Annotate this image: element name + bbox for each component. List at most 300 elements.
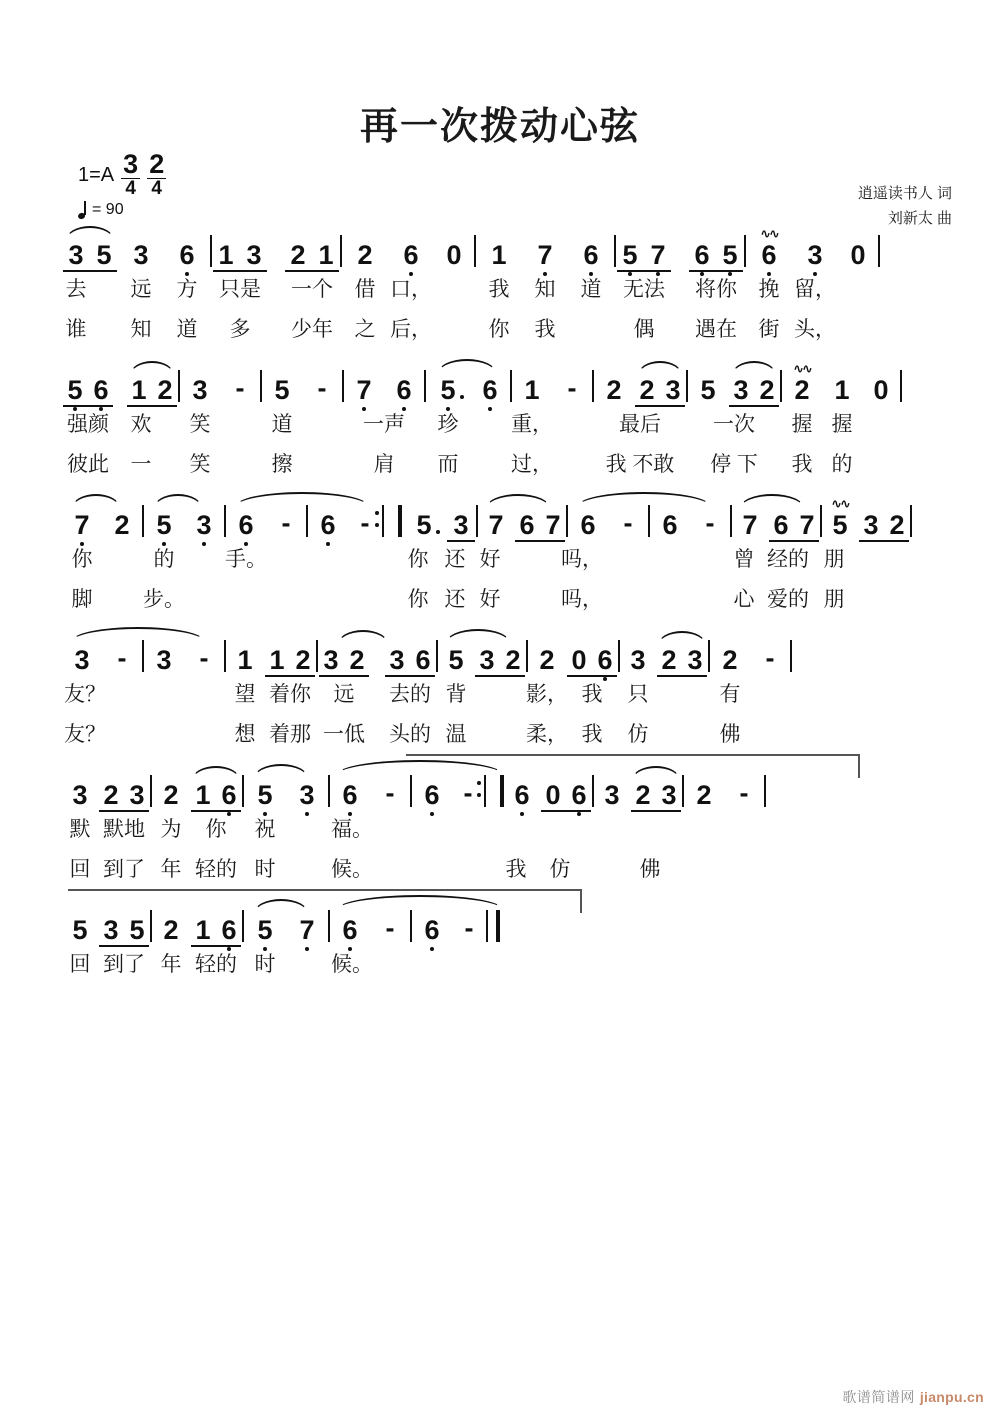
note: 3 [72, 780, 88, 810]
lyric-syllable: 轻的 [195, 858, 237, 881]
note: 3 [863, 510, 879, 540]
note: 6 [514, 782, 529, 818]
lyric-syllable: 后， [390, 318, 432, 341]
note: 1 [237, 645, 253, 675]
beam-group [768, 502, 820, 548]
note: 3 [630, 645, 646, 675]
site-watermark [842, 1387, 984, 1407]
repeat-end-barline [382, 505, 402, 537]
note: 3 [246, 240, 262, 270]
tempo-marking [78, 201, 166, 219]
note: 6 [342, 917, 357, 953]
note: 3 [133, 240, 149, 270]
note: 7 [742, 510, 758, 540]
note: 6 [320, 512, 335, 548]
lyric-syllable: 有 [719, 683, 741, 706]
barline [878, 235, 880, 267]
final-barline [486, 910, 500, 942]
lyric-syllable: 的 [831, 453, 853, 476]
note: 6 [692, 242, 711, 278]
note: 5 [129, 915, 145, 945]
rest: 0 [446, 240, 462, 270]
note: 6 [219, 917, 238, 953]
score-line-1 [0, 226, 1000, 367]
lyrics-verse-2 [62, 858, 938, 898]
note: 3 [661, 780, 677, 810]
beam-group [634, 367, 686, 413]
note: 3 [192, 375, 208, 405]
lyric-syllable: 吗， [561, 588, 603, 611]
note: 5 [274, 375, 290, 405]
note-row-3 [62, 496, 938, 548]
meter-denominator: 4 [125, 178, 136, 200]
lyrics-block-1 [62, 278, 938, 358]
note: 2 [505, 645, 521, 675]
lyric-syllable: 你 [488, 318, 510, 341]
lyric-syllable: 着你 [269, 683, 311, 706]
beam-group [688, 232, 744, 278]
lyric-syllable: 谁 [65, 318, 87, 341]
score-line-6 [0, 907, 1000, 1037]
note: 6 [91, 377, 110, 413]
lyric-syllable: 握 [831, 413, 853, 436]
lyric-syllable: 街 [758, 318, 780, 341]
lyric-syllable: 重， [511, 413, 553, 436]
note: 6 [595, 647, 614, 683]
meter-denominator: 4 [151, 178, 162, 200]
sustain-dash: - [567, 373, 577, 403]
lyric-syllable: 珍 [437, 413, 459, 436]
lyric-syllable: 头， [794, 318, 836, 341]
note: 6 [219, 782, 238, 818]
lyric-syllable: 留， [794, 278, 836, 301]
score-line-4 [0, 637, 1000, 772]
lyric-syllable: 头的 [389, 723, 431, 746]
note: 1 [218, 240, 234, 270]
note: 3 [68, 240, 84, 270]
note: 6 [342, 782, 357, 818]
lyric-syllable: 想 [234, 723, 256, 746]
rest: 0 [850, 240, 866, 270]
beam-group [98, 907, 150, 953]
watermark-cn: 歌谱简谱网 [842, 1389, 915, 1405]
barline [790, 640, 792, 672]
lyric-syllable: 只 [627, 683, 649, 706]
note: 3 [687, 645, 703, 675]
note: 5 [72, 915, 88, 945]
note: 3 [323, 645, 339, 675]
key-label: 1=A [78, 163, 115, 186]
note: 6 [396, 377, 411, 413]
score-line-3 [0, 496, 1000, 637]
lyric-syllable: 好 [479, 588, 501, 611]
sustain-dash: - [623, 508, 633, 538]
lyric-syllable: 你 [407, 588, 429, 611]
mordent-icon: ∿∿ [831, 496, 849, 511]
lyric-syllable: 只是 [219, 278, 261, 301]
lyric-syllable: 年 [160, 953, 182, 976]
sustain-dash: - [199, 643, 209, 673]
lyric-syllable: 还 [444, 548, 466, 571]
note: 7 [799, 510, 815, 540]
note: 6 [519, 510, 535, 540]
lyric-syllable: 停 下 [710, 453, 758, 476]
note: 5 [620, 242, 639, 278]
note: 3 [299, 782, 314, 818]
note: 5 ∿∿ [831, 496, 849, 540]
quarter-note-icon [78, 202, 90, 218]
lyrics-verse-1 [62, 548, 938, 588]
lyric-syllable: 握 [791, 413, 813, 436]
lyric-syllable: 口， [390, 278, 432, 301]
note: 5 [96, 240, 112, 270]
lyric-syllable: 候。 [331, 953, 373, 976]
note: 7 [299, 917, 314, 953]
beam-group [212, 232, 268, 278]
lyric-syllable: 一个 [291, 278, 333, 301]
beam-group [126, 367, 178, 413]
note: 2 [606, 375, 622, 405]
note: 6 [580, 510, 596, 540]
note-row-1 [62, 226, 938, 278]
lyric-syllable: 我 [791, 453, 813, 476]
note-row-6 [62, 907, 938, 953]
note: 6 [569, 782, 588, 818]
lyric-syllable: 年 [160, 858, 182, 881]
lyric-syllable: 少年 [291, 318, 333, 341]
lyric-syllable: 我 [534, 318, 556, 341]
beam-group [190, 907, 242, 953]
lyric-syllable: 偶 [633, 318, 655, 341]
lyrics-verse-1 [62, 278, 938, 318]
lyric-syllable: 笑 [189, 453, 211, 476]
credits-block [858, 182, 952, 232]
lyric-syllable: 而 [437, 453, 459, 476]
lyric-syllable: 脚 [71, 588, 93, 611]
music-score [0, 226, 1000, 1037]
sustain-dash: - [281, 508, 291, 538]
beam-group [474, 637, 526, 683]
beam-group [264, 637, 316, 683]
note: 5 [257, 917, 272, 953]
lyric-syllable: 背 [445, 683, 467, 706]
lyric-syllable: 吗， [561, 548, 603, 571]
watermark-en: jianpu.cn [919, 1389, 984, 1405]
lyric-syllable: 心 [733, 588, 755, 611]
note: 7 [545, 510, 561, 540]
note: 5 [156, 512, 171, 548]
beam-group [98, 772, 150, 818]
note: 5 [440, 377, 455, 413]
lyric-syllable: 道 [580, 278, 602, 301]
note: 6 ∿∿ [761, 242, 776, 278]
lyric-syllable: 我 [505, 858, 527, 881]
lyric-syllable: 默 [69, 818, 91, 841]
note: 6 [403, 242, 418, 278]
note: 2 [163, 915, 179, 945]
lyric-syllable: 一低 [323, 723, 365, 746]
note: 2 ∿∿ [793, 361, 811, 405]
lyrics-verse-1 [62, 683, 938, 723]
beam-group [616, 232, 672, 278]
note: 2 [103, 780, 119, 810]
sustain-dash: - [463, 778, 473, 808]
rest: 0 [545, 780, 561, 810]
lyric-syllable: 你 [407, 548, 429, 571]
lyric-syllable: 挽 [758, 278, 780, 301]
lyric-syllable: 遇在 [695, 318, 737, 341]
lyric-syllable: 到了 [103, 953, 145, 976]
note: 7 [537, 242, 552, 278]
beam-group [728, 367, 780, 413]
beam-group [190, 772, 242, 818]
note: 2 [635, 780, 651, 810]
beam-group [384, 637, 436, 683]
note: 3 [103, 915, 119, 945]
beam-group [630, 772, 682, 818]
note: 6 [179, 242, 194, 278]
lyric-syllable: 借 [354, 278, 376, 301]
rest: 0 [571, 645, 587, 675]
lyrics-block-5 [62, 818, 938, 898]
beam-group [656, 637, 708, 683]
lyric-syllable: 你 [71, 548, 93, 571]
lyric-syllable: 时 [254, 858, 276, 881]
note: 6 [424, 782, 439, 818]
lyric-syllable: 手。 [225, 548, 267, 571]
lyrics-block-3 [62, 548, 938, 628]
note: 2 [889, 510, 905, 540]
note: 6 [238, 512, 253, 548]
lyric-syllable: 我 [581, 723, 603, 746]
note: 3 [129, 780, 145, 810]
lyric-syllable: 将你 [695, 278, 737, 301]
lyricist-credit: 逍遥读书人 词 [857, 185, 952, 202]
score-line-2 [0, 361, 1000, 502]
lyric-syllable: 方 [176, 278, 198, 301]
repeat-end-barline [484, 775, 504, 807]
beam-group [858, 502, 910, 548]
tempo-label: = 90 [92, 201, 124, 218]
barline [764, 775, 766, 807]
beam-group [318, 637, 370, 683]
note: 1 [269, 645, 285, 675]
note: 7 [488, 510, 504, 540]
lyric-syllable: 我 [581, 683, 603, 706]
lyric-syllable: 柔， [526, 723, 568, 746]
note: 2 [114, 510, 130, 540]
lyric-syllable: 去 [65, 278, 87, 301]
note: 2 [722, 645, 738, 675]
lyric-syllable: 还 [444, 588, 466, 611]
sustain-dash: - [360, 508, 370, 538]
note: 1 [318, 240, 334, 270]
lyric-syllable: 回 [69, 953, 91, 976]
lyric-syllable: 之 [354, 318, 376, 341]
lyric-syllable: 佛 [639, 858, 661, 881]
lyric-syllable: 多 [229, 318, 251, 341]
beam-group [62, 232, 118, 278]
lyric-syllable: 道 [271, 413, 293, 436]
lyrics-verse-2 [62, 723, 938, 763]
note: 2 [539, 645, 555, 675]
lyric-syllable: 无法 [623, 278, 665, 301]
note: 3 [453, 510, 469, 540]
key-signature-block [78, 149, 166, 219]
beam-group [284, 232, 340, 278]
beam-group [566, 637, 618, 683]
lyric-syllable: 远 [333, 683, 355, 706]
lyric-syllable: 一声 [363, 413, 405, 436]
note: 1 [834, 375, 850, 405]
note: 5 [257, 782, 272, 818]
lyrics-verse-1 [62, 413, 938, 453]
lyric-syllable: 好 [479, 548, 501, 571]
mordent-icon: ∿∿ [760, 226, 778, 241]
note: 1 [491, 240, 507, 270]
note: 2 [290, 240, 306, 270]
key-and-meter-row [78, 149, 166, 200]
note: 3 [389, 645, 405, 675]
lyric-syllable: 强颜 [67, 413, 109, 436]
lyric-syllable: 友？ [64, 723, 106, 746]
note: 3 [156, 645, 172, 675]
lyrics-verse-2 [62, 318, 938, 358]
lyric-syllable: 知 [130, 318, 152, 341]
lyric-syllable: 一 [130, 453, 152, 476]
lyric-syllable: 我 [488, 278, 510, 301]
lyric-syllable: 一次 [713, 413, 755, 436]
note: 2 [639, 375, 655, 405]
lyric-syllable: 候。 [331, 858, 373, 881]
lyrics-verse-2 [62, 588, 938, 628]
meter-numerator: 2 [149, 149, 165, 180]
lyric-syllable: 去的 [389, 683, 431, 706]
lyric-syllable: 爱的 [767, 588, 809, 611]
lyrics-block-2 [62, 413, 938, 493]
note: 2 [349, 645, 365, 675]
lyric-syllable: 最后 [619, 413, 661, 436]
note: 3 [196, 512, 211, 548]
note: 6 [424, 917, 439, 953]
sustain-dash: - [765, 643, 775, 673]
lyrics-verse-2 [62, 453, 938, 493]
lyric-syllable: 仿 [627, 723, 649, 746]
note: 5 [448, 645, 464, 675]
lyric-syllable: 彼此 [67, 453, 109, 476]
note: 2 [661, 645, 677, 675]
lyric-syllable: 默地 [103, 818, 145, 841]
note: 3 [807, 242, 822, 278]
lyric-syllable: 仿 [549, 858, 571, 881]
lyric-syllable: 望 [234, 683, 256, 706]
time-signature-2-4 [147, 151, 166, 198]
lyric-syllable: 经的 [767, 548, 809, 571]
lyric-syllable: 祝 [254, 818, 276, 841]
lyric-syllable: 着那 [269, 723, 311, 746]
note: 6 [415, 645, 431, 675]
lyrics-verse-1 [62, 818, 938, 858]
lyric-syllable: 过， [511, 453, 553, 476]
note-row-2 [62, 361, 938, 413]
lyric-syllable: 我 不敢 [605, 453, 675, 476]
lyric-syllable: 佛 [719, 723, 741, 746]
note: 3 [733, 375, 749, 405]
sustain-dash: - [317, 373, 327, 403]
note: 6 [583, 242, 598, 278]
note-row-5 [62, 772, 938, 818]
lyric-syllable: 福。 [331, 818, 373, 841]
lyric-syllable: 道 [176, 318, 198, 341]
lyric-syllable: 擦 [271, 453, 293, 476]
lyric-syllable: 回 [69, 858, 91, 881]
lyric-syllable: 时 [254, 953, 276, 976]
lyric-syllable: 远 [130, 278, 152, 301]
note: 2 [357, 240, 373, 270]
note: 7 [648, 242, 667, 278]
note: 2 [696, 780, 712, 810]
score-line-5 [0, 772, 1000, 907]
note: 6 [773, 510, 789, 540]
lyric-syllable: 的 [153, 548, 175, 571]
note: 5 [416, 512, 431, 548]
sustain-dash: - [385, 913, 395, 943]
note: 3 [665, 375, 681, 405]
note: 5 [65, 377, 84, 413]
barline [900, 370, 902, 402]
note: 1 [131, 375, 147, 405]
time-signature-3-4 [121, 151, 140, 198]
sustain-dash: - [117, 643, 127, 673]
beam-group [540, 772, 592, 818]
note: 6 [662, 510, 678, 540]
rest: 0 [873, 375, 889, 405]
lyrics-verse-1 [62, 953, 938, 993]
lyric-syllable: 轻的 [195, 953, 237, 976]
note: 1 [195, 780, 211, 810]
note: 1 [524, 375, 540, 405]
note: 2 [295, 645, 311, 675]
beam-group [446, 502, 476, 548]
lyric-syllable: 知 [534, 278, 556, 301]
note: 5 [720, 242, 739, 278]
note: 3 [604, 780, 620, 810]
barline [910, 505, 912, 537]
note: 7 [74, 512, 89, 548]
note-row-4 [62, 637, 938, 683]
lyric-syllable: 你 [205, 818, 227, 841]
sustain-dash: - [739, 778, 749, 808]
note: 5 [700, 375, 716, 405]
lyric-syllable: 朋 [823, 548, 845, 571]
lyric-syllable: 曾 [733, 548, 755, 571]
lyric-syllable: 友？ [64, 683, 106, 706]
note: 3 [479, 645, 495, 675]
note: 1 [195, 915, 211, 945]
lyric-syllable: 影， [526, 683, 568, 706]
lyric-syllable: 笑 [189, 413, 211, 436]
lyric-syllable: 步。 [143, 588, 185, 611]
meter-numerator: 3 [123, 149, 139, 180]
note: 6 [482, 377, 497, 413]
note: 3 [74, 645, 90, 675]
lyrics-block-4 [62, 683, 938, 763]
lyric-syllable: 朋 [823, 588, 845, 611]
lyric-syllable: 温 [445, 723, 467, 746]
lyrics-block-6 [62, 953, 938, 993]
sustain-dash: - [705, 508, 715, 538]
note: 2 [759, 375, 775, 405]
